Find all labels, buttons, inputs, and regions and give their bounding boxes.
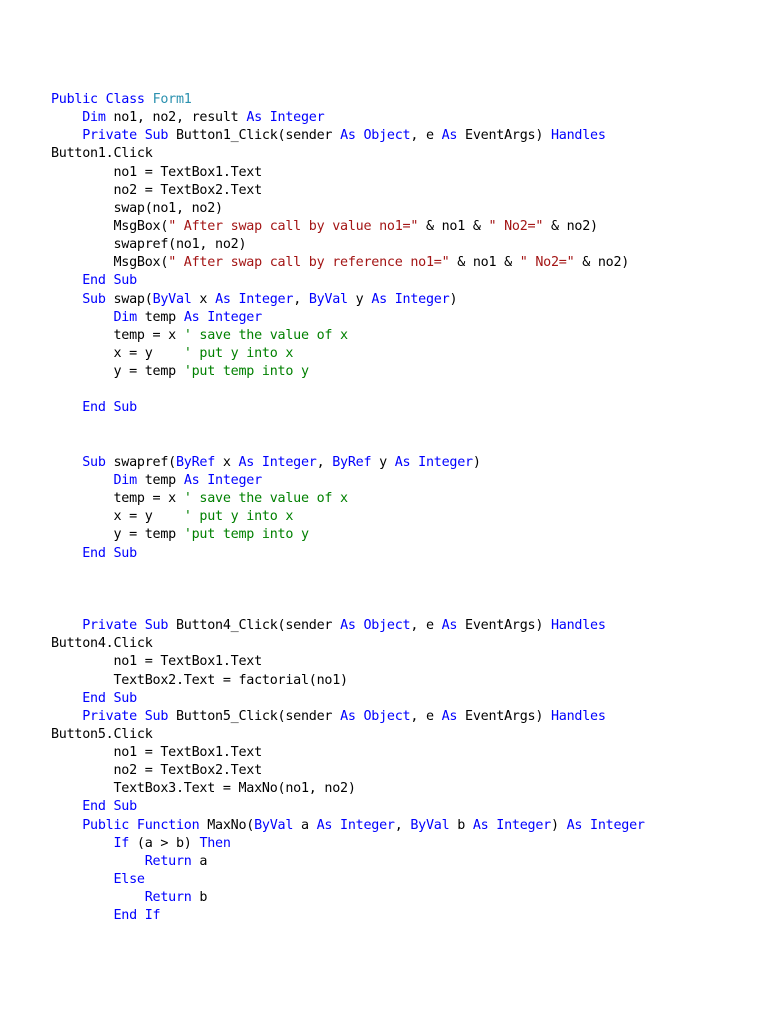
keyword-token: Dim [113,472,137,488]
code-line [51,200,645,218]
code-line [51,127,645,145]
code-token [51,128,82,143]
code-token: MsgBox( [51,218,169,234]
comment-token: ' put y into x [183,345,294,361]
keyword-token: Else [113,872,145,888]
code-line [51,545,645,563]
code-token: swap(no1, no2) [51,200,223,216]
keyword-token: ByVal [410,817,450,833]
code-token: y = temp [51,527,184,543]
code-token [51,292,82,307]
code-token: EventArgs) [457,708,551,724]
code-token: (a > b) [129,835,200,851]
code-line [51,436,645,454]
code-line [51,145,645,163]
keyword-token: As Object [340,128,411,144]
code-token [51,890,145,905]
keyword-token: Then [199,835,231,851]
code-token [51,691,82,706]
code-token: Button5_Click(sender [168,708,341,724]
comment-token: 'put temp into y [183,527,309,543]
keyword-token: End Sub [82,799,137,815]
code-token: swapref(no1, no2) [51,237,247,253]
code-token: EventArgs) [457,128,551,144]
keyword-token: ByVal [308,291,348,307]
code-token: y [371,454,395,470]
code-token: & no2) [574,255,630,271]
code-line [51,635,645,653]
comment-token: ' save the value of x [183,327,348,343]
keyword-token: Handles [551,708,606,724]
code-line [51,726,645,744]
code-line [51,526,645,544]
code-token: Button1.Click [51,146,153,162]
keyword-token: ByRef [176,454,216,470]
code-token: a [293,817,317,833]
code-token [51,273,82,288]
code-token: , e [410,708,442,724]
code-token: , [394,817,411,833]
code-line [51,762,645,780]
keyword-token: Private Sub [82,128,169,144]
code-token: no1, no2, result [105,110,247,126]
code-token [51,818,82,833]
code-token: Button4_Click(sender [168,618,341,634]
keyword-token: As Integer [215,291,294,307]
code-token [51,310,114,325]
keyword-token: As Integer [394,454,473,470]
code-token: MsgBox( [51,255,169,271]
code-line [51,272,645,290]
code-line [51,599,645,617]
code-token [51,872,114,887]
code-token: , e [410,128,442,144]
code-line [51,817,645,835]
code-token: Button4.Click [51,636,153,652]
code-token [51,110,82,125]
code-line [51,291,645,309]
code-line [51,454,645,472]
code-token: ) [472,454,481,470]
keyword-token: As [441,708,458,724]
code-token: , [316,454,333,470]
class-name-token: Form1 [152,92,192,107]
keyword-token: End Sub [82,690,137,706]
code-token: MaxNo( [199,817,255,833]
code-token [51,709,82,724]
code-line [51,254,645,272]
keyword-token: As Integer [566,817,645,833]
code-line [51,581,645,599]
code-token: , e [410,618,442,634]
code-token [51,908,114,923]
keyword-token: As Integer [371,291,450,307]
code-token [51,473,114,488]
code-token: , [293,291,309,307]
code-line [51,345,645,363]
code-line [51,690,645,708]
comment-token: 'put temp into y [183,364,309,380]
code-line [51,472,645,490]
string-token: " After swap call by reference no1=" [168,255,450,271]
code-line [51,653,645,671]
keyword-token: Private Sub [82,708,169,724]
code-line [51,490,645,508]
keyword-token: End If [113,908,161,924]
code-token [51,455,82,470]
code-line [51,309,645,327]
code-line [51,236,645,254]
code-line [51,744,645,762]
string-token: " No2=" [488,218,544,234]
code-line [51,91,645,109]
code-token: TextBox2.Text = factorial(no1) [51,672,348,688]
code-token: no2 = TextBox2.Text [51,182,262,198]
code-line [51,798,645,816]
code-token: no1 = TextBox1.Text [51,745,262,761]
code-token: temp [136,309,184,325]
keyword-token: Return [144,890,192,906]
keyword-token: ByVal [254,817,294,833]
code-line [51,780,645,798]
code-token: a [191,853,208,869]
keyword-token: Private Sub [82,618,169,634]
code-line [51,617,645,635]
keyword-token: Sub [82,454,106,470]
code-token [51,799,82,814]
code-token [51,400,82,415]
code-line [51,327,645,345]
code-token: x = y [51,509,184,525]
keyword-token: Return [144,853,192,869]
keyword-token: As Object [340,708,411,724]
code-line [51,708,645,726]
comment-token: ' save the value of x [183,491,348,507]
code-token [51,854,145,869]
keyword-token: As Object [340,618,411,634]
code-token: Button1_Click(sender [168,128,341,144]
code-line [51,853,645,871]
keyword-token: Handles [551,618,606,634]
keyword-token: Sub [82,291,106,307]
keyword-token: As Integer [246,110,325,126]
keyword-token: If [113,835,130,851]
code-token: TextBox3.Text = MaxNo(no1, no2) [51,781,356,797]
code-token: ) [551,817,567,833]
keyword-token: ByVal [152,291,192,307]
keyword-token: ByRef [332,454,372,470]
code-token: x [215,454,239,470]
code-line [51,508,645,526]
code-token: temp = x [51,491,184,507]
code-line [51,164,645,182]
code-token: b [449,817,473,833]
code-token: EventArgs) [457,618,551,634]
code-line [51,835,645,853]
code-token: ) [449,291,458,307]
code-token: b [191,890,208,906]
keyword-token: End Sub [82,545,137,561]
keyword-token: As Integer [183,309,262,325]
code-token: no1 = TextBox1.Text [51,164,262,180]
code-line [51,109,645,127]
code-token: temp = x [51,327,184,343]
code-line [51,399,645,417]
keyword-token: End Sub [82,273,137,289]
code-line [51,363,645,381]
keyword-token: As Integer [238,454,317,470]
keyword-token: As Integer [316,817,395,833]
keyword-token: As [441,128,458,144]
code-token: swapref( [105,454,176,470]
keyword-token: End Sub [82,400,137,416]
code-line [51,182,645,200]
keyword-token: As [441,618,458,634]
keyword-token: Handles [551,128,606,144]
keyword-token: Public Function [82,817,200,833]
string-token: " After swap call by value no1=" [168,218,419,234]
code-line [51,871,645,889]
keyword-token: As Integer [183,472,262,488]
code-token: y = temp [51,364,184,380]
code-token [51,618,82,633]
code-token: Button5.Click [51,726,153,742]
code-token: no2 = TextBox2.Text [51,763,262,779]
keyword-token: As Integer [472,817,551,833]
code-listing [51,91,645,925]
code-line [51,563,645,581]
comment-token: ' put y into x [183,509,294,525]
code-token: & no2) [543,218,598,234]
code-line [51,889,645,907]
string-token: " No2=" [519,255,575,271]
keyword-token: Public Class [51,92,153,107]
keyword-token: Dim [82,110,106,126]
code-token: & no1 & [449,255,520,271]
code-token [51,836,114,851]
code-line [51,418,645,436]
code-token: swap( [105,291,153,307]
code-line [51,672,645,690]
code-token: y [347,291,372,307]
code-token: x [191,291,216,307]
code-line [51,218,645,236]
keyword-token: Dim [113,309,137,325]
code-token: temp [136,472,184,488]
code-line [51,381,645,399]
code-token: x = y [51,345,184,361]
code-token [51,546,82,561]
code-line [51,907,645,925]
code-token: & no1 & [418,218,489,234]
code-token: no1 = TextBox1.Text [51,654,262,670]
